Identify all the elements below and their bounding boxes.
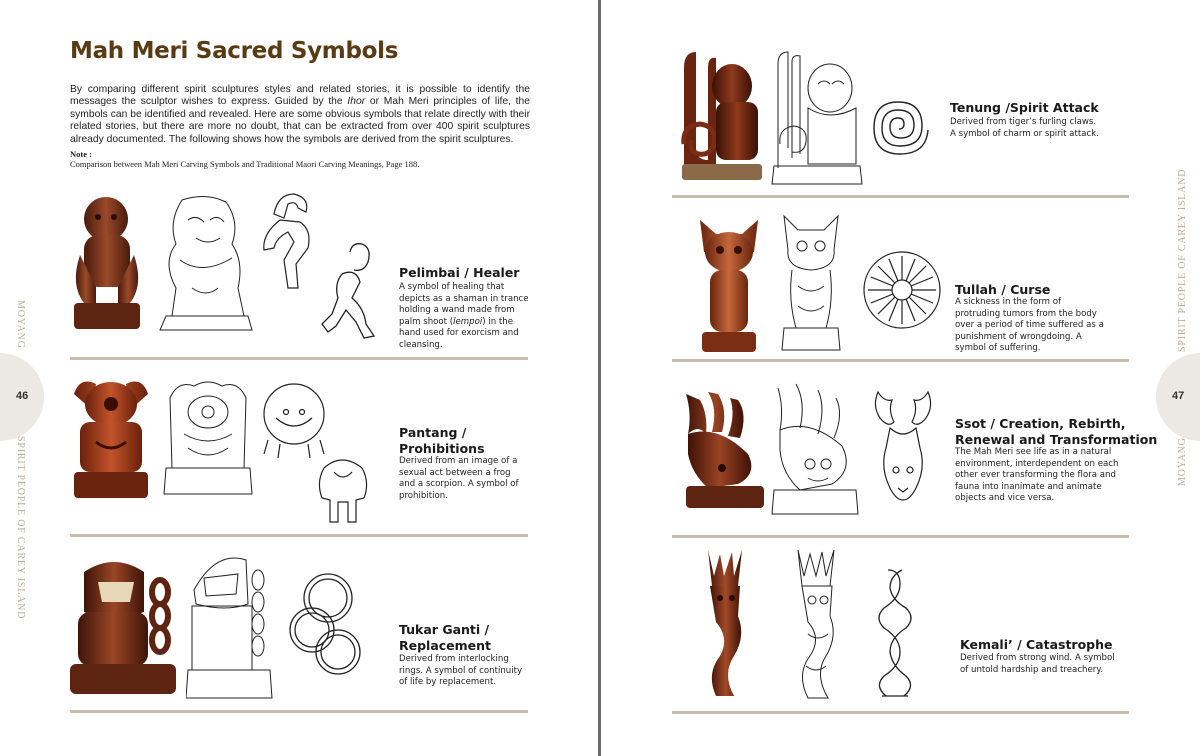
interlocking-rings-icon	[286, 568, 372, 680]
dancing-shaman-icon	[316, 238, 380, 342]
section-divider	[672, 711, 1129, 714]
twisted-wind-icon	[870, 566, 920, 700]
symbol-desc-tenung: Derived from tiger’s furling claws. A symbol of charm or spirit attack.	[950, 117, 1099, 139]
spirit-attack-line-drawing	[770, 48, 864, 188]
symbol-title-pelimbai: Pelimbai / Healer	[399, 265, 520, 280]
section-divider	[70, 710, 528, 713]
section-divider	[70, 534, 528, 537]
healer-line-drawing	[152, 192, 258, 334]
running-head-left-top: MOYANG	[15, 300, 26, 349]
note-text: Comparison between Mah Meri Carving Symbols and Traditional Maori Carving Meanings, Page 188.	[70, 159, 420, 169]
catastrophe-sculpture-photo	[698, 546, 752, 706]
page-number-right: 47	[1172, 390, 1185, 402]
catastrophe-line-drawing	[788, 546, 846, 706]
symbol-title-tenung: Tenung /Spirit Attack	[950, 100, 1099, 115]
running-head-left-bottom: SPIRIT PEOPLE OF CAREY ISLAND	[15, 436, 26, 620]
prohibition-sculpture-photo	[66, 374, 156, 506]
prohibition-line-drawing	[160, 378, 256, 504]
frog-outline	[258, 378, 330, 460]
book-spine	[598, 0, 601, 756]
section-divider	[70, 357, 528, 360]
running-head-right-top: SPIRIT PEOPLE OF CAREY ISLAND	[1177, 168, 1188, 352]
creation-sculpture-photo	[678, 384, 768, 514]
section-divider	[672, 195, 1129, 198]
spirit-attack-sculpture-photo	[676, 48, 764, 184]
symbol-desc-ssot: The Mah Meri see life as in a natural environment, interdependent on each other ever transforming the flora and fauna into inanimate and animate objects and vice versa.	[955, 447, 1119, 504]
curse-sculpture-photo	[692, 212, 766, 356]
page-title: Mah Meri Sacred Symbols	[70, 38, 399, 64]
running-head-right-bottom: MOYANG	[1177, 437, 1188, 486]
curse-line-drawing	[778, 210, 844, 356]
page-number-left: 46	[16, 390, 29, 402]
symbol-title-tullah: Tullah / Curse	[955, 282, 1051, 297]
symbol-desc-pelimbai: A symbol of healing that depicts as a shaman in trance holding a wand made from palm shoot (lempoi) in the hand used for exorcism and cleansing.	[399, 282, 529, 350]
symbol-title-ssot: Ssot / Creation, Rebirth, Renewal and Transformation	[955, 416, 1158, 447]
symbol-title-pantang: Pantang / Prohibitions	[399, 425, 485, 456]
intro-paragraph: By comparing different spirit sculptures styles and related stories, it is possible to identify the messages the sculptor wishes to express. Guided by the Ihor or Mah Meri principles of life, the symbols can be identified and revealed. Here are some obvious symbols that relate directly with their related stories, but there are more no doubt, that can be extracted from over 400 spirit sculptures already documented. The following shows how the symbols are derived from the spirit sculptures.	[70, 84, 530, 145]
transforming-creature-icon	[870, 388, 936, 506]
frog-scorpion-icon	[314, 452, 372, 530]
symbol-desc-pantang: Derived from an image of a sexual act between a frog and a scorpion. A symbol of prohibition.	[399, 456, 519, 501]
creation-line-drawing	[768, 380, 862, 522]
symbol-desc-tukar-ganti: Derived from interlocking rings. A symbol of continuity of life by replacement.	[399, 654, 523, 688]
replacement-sculpture-photo	[64, 552, 182, 700]
section-divider	[672, 535, 1129, 538]
symbol-desc-tullah: A sickness in the form of protruding tumors from the body over a period of time suffered as a punishment of wrongdoing. A symbol of suffering.	[955, 297, 1104, 354]
healer-figure-outline	[254, 190, 322, 300]
symbol-title-tukar-ganti: Tukar Ganti / Replacement	[399, 622, 492, 653]
symbol-desc-kemali: Derived from strong wind. A symbol of untold hardship and treachery.	[960, 653, 1115, 675]
symbol-title-kemali: Kemali’ / Catastrophe	[960, 637, 1113, 652]
section-divider	[672, 359, 1129, 362]
radiating-tumor-icon	[860, 248, 944, 332]
replacement-line-drawing	[186, 550, 276, 704]
healer-sculpture-photo	[66, 195, 148, 337]
note-label: Note :	[70, 149, 92, 159]
spiral-claw-icon	[866, 96, 932, 162]
